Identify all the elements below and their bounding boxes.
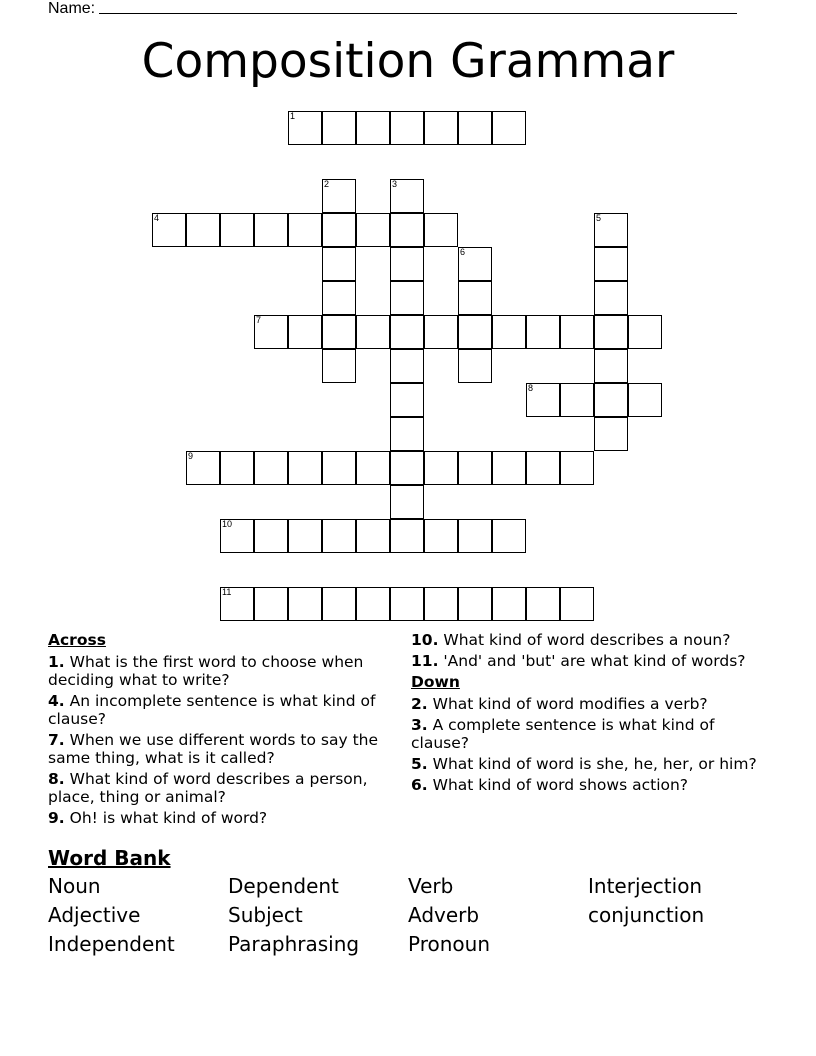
crossword-cell[interactable]: [254, 519, 288, 553]
clue-number: 8: [528, 383, 534, 393]
clues-left-column: [48, 631, 388, 830]
clue-down-2: 2. What kind of word modifies a verb?: [411, 695, 708, 713]
crossword-cell[interactable]: [390, 383, 424, 417]
crossword-cell[interactable]: [390, 179, 424, 213]
crossword-cell[interactable]: [492, 315, 526, 349]
name-label: Name:: [48, 0, 96, 17]
crossword-cell[interactable]: [594, 247, 628, 281]
crossword-cell[interactable]: [594, 349, 628, 383]
crossword-cell[interactable]: [424, 315, 458, 349]
word-bank-item: Interjection: [588, 874, 703, 898]
crossword-cell[interactable]: [186, 213, 220, 247]
crossword-cell[interactable]: [492, 587, 526, 621]
crossword-cell[interactable]: [492, 519, 526, 553]
crossword-cell[interactable]: [390, 417, 424, 451]
crossword-cell[interactable]: [322, 587, 356, 621]
clue-across-9: 9. Oh! is what kind of word?: [48, 809, 268, 827]
crossword-cell[interactable]: [220, 587, 254, 621]
crossword-cell[interactable]: [458, 247, 492, 281]
crossword-cell[interactable]: [560, 315, 594, 349]
clue-across-1: 1. What is the first word to choose when deciding what to write?: [48, 653, 364, 689]
word-bank-item: Independent: [48, 932, 175, 956]
crossword-cell[interactable]: [220, 213, 254, 247]
crossword-cell[interactable]: [594, 417, 628, 451]
clue-across-8: 8. What kind of word describes a person, place, thing or animal?: [48, 770, 368, 806]
crossword-cell[interactable]: [254, 451, 288, 485]
clue-number: 9: [188, 451, 194, 461]
word-bank-item: Adjective: [48, 903, 141, 927]
word-bank-item: Adverb: [408, 903, 480, 927]
crossword-cell[interactable]: [288, 451, 322, 485]
word-bank: [48, 874, 768, 957]
clue-number: 4: [154, 213, 160, 223]
across-heading: Across: [48, 631, 106, 649]
crossword-cell[interactable]: [288, 213, 322, 247]
crossword-cell[interactable]: [254, 213, 288, 247]
clue-number: 5: [596, 213, 602, 223]
crossword-cell[interactable]: [356, 519, 390, 553]
crossword-cell[interactable]: [390, 451, 424, 485]
crossword-cell[interactable]: [390, 111, 424, 145]
crossword-cell[interactable]: [458, 519, 492, 553]
crossword-cell[interactable]: [594, 213, 628, 247]
crossword-cell[interactable]: [458, 451, 492, 485]
page-title: Composition Grammar: [141, 34, 675, 89]
crossword-cell[interactable]: [594, 281, 628, 315]
crossword-cell[interactable]: [254, 315, 288, 349]
crossword-cell[interactable]: [390, 247, 424, 281]
crossword-cell[interactable]: [288, 519, 322, 553]
crossword-cell[interactable]: [322, 315, 356, 349]
clue-number: 11: [222, 587, 232, 597]
crossword-cell[interactable]: [526, 383, 560, 417]
clue-across-10: 10. What kind of word describes a noun?: [411, 631, 731, 649]
crossword-cell[interactable]: [390, 587, 424, 621]
crossword-cell[interactable]: [424, 111, 458, 145]
clue-across-7: 7. When we use different words to say the same thing, what is it called?: [48, 731, 379, 767]
crossword-cell[interactable]: [254, 587, 288, 621]
crossword-cell[interactable]: [322, 247, 356, 281]
crossword-cell[interactable]: [220, 519, 254, 553]
crossword-cell[interactable]: [152, 213, 186, 247]
crossword-cell[interactable]: [322, 111, 356, 145]
crossword-cell[interactable]: [390, 213, 424, 247]
crossword-cell[interactable]: [390, 349, 424, 383]
clue-down-5: 5. What kind of word is she, he, her, or him?: [411, 755, 757, 773]
crossword-cell[interactable]: [424, 213, 458, 247]
word-bank-item: Verb: [408, 874, 454, 898]
crossword-cell[interactable]: [560, 383, 594, 417]
down-heading: Down: [411, 673, 460, 691]
crossword-cell[interactable]: [594, 383, 628, 417]
crossword-cell[interactable]: [560, 451, 594, 485]
crossword-cell[interactable]: [186, 451, 220, 485]
crossword-cell[interactable]: [220, 451, 254, 485]
clue-down-6: 6. What kind of word shows action?: [411, 776, 689, 794]
crossword-cell[interactable]: [526, 315, 560, 349]
crossword-cell[interactable]: [288, 111, 322, 145]
word-bank-title: Word Bank: [48, 846, 171, 870]
crossword-cell[interactable]: [628, 315, 662, 349]
crossword-cell[interactable]: [458, 111, 492, 145]
crossword-cell[interactable]: [628, 383, 662, 417]
crossword-cell[interactable]: [356, 587, 390, 621]
clue-number: 6: [460, 247, 466, 257]
clue-number: 3: [392, 179, 398, 189]
word-bank-item: Noun: [48, 874, 101, 898]
crossword-cell[interactable]: [458, 315, 492, 349]
word-bank-item: Pronoun: [408, 932, 490, 956]
crossword-cell[interactable]: [322, 281, 356, 315]
crossword-cell[interactable]: [390, 315, 424, 349]
clue-number: 2: [324, 179, 330, 189]
clue-number: 10: [222, 519, 233, 529]
crossword-cell[interactable]: [424, 451, 458, 485]
crossword-cell[interactable]: [390, 519, 424, 553]
crossword-cell[interactable]: [356, 111, 390, 145]
crossword-cell[interactable]: [526, 451, 560, 485]
crossword-cell[interactable]: [560, 587, 594, 621]
crossword-cell[interactable]: [526, 587, 560, 621]
crossword-cell[interactable]: [356, 315, 390, 349]
crossword-cell[interactable]: [322, 179, 356, 213]
crossword-cell[interactable]: [288, 315, 322, 349]
crossword-cell[interactable]: [458, 349, 492, 383]
crossword-cell[interactable]: [322, 349, 356, 383]
crossword-cell[interactable]: [356, 213, 390, 247]
clue-number: 7: [256, 315, 262, 325]
crossword-cell[interactable]: [458, 587, 492, 621]
crossword-cell[interactable]: [492, 111, 526, 145]
crossword-cell[interactable]: [322, 519, 356, 553]
crossword-cell[interactable]: [322, 451, 356, 485]
clue-down-3: 3. A complete sentence is what kind of clause?: [411, 716, 715, 752]
clue-across-4: 4. An incomplete sentence is what kind of clause?: [48, 692, 376, 728]
clue-number: 1: [290, 111, 296, 121]
crossword-cell[interactable]: [288, 587, 322, 621]
crossword-cell[interactable]: [356, 451, 390, 485]
crossword-cell[interactable]: [458, 281, 492, 315]
clues-right-column: [411, 631, 761, 797]
crossword-cell[interactable]: [594, 315, 628, 349]
clue-across-11: 11. 'And' and 'but' are what kind of words?: [411, 652, 746, 670]
crossword-cell[interactable]: [390, 485, 424, 519]
crossword-cell[interactable]: [322, 213, 356, 247]
word-bank-item: Subject: [228, 903, 303, 927]
word-bank-item: Paraphrasing: [228, 932, 360, 956]
crossword-cell[interactable]: [492, 451, 526, 485]
crossword-cell[interactable]: [424, 587, 458, 621]
crossword-cell[interactable]: [390, 281, 424, 315]
crossword-cell[interactable]: [424, 519, 458, 553]
word-bank-item: Dependent: [228, 874, 339, 898]
word-bank-item: conjunction: [588, 903, 705, 927]
